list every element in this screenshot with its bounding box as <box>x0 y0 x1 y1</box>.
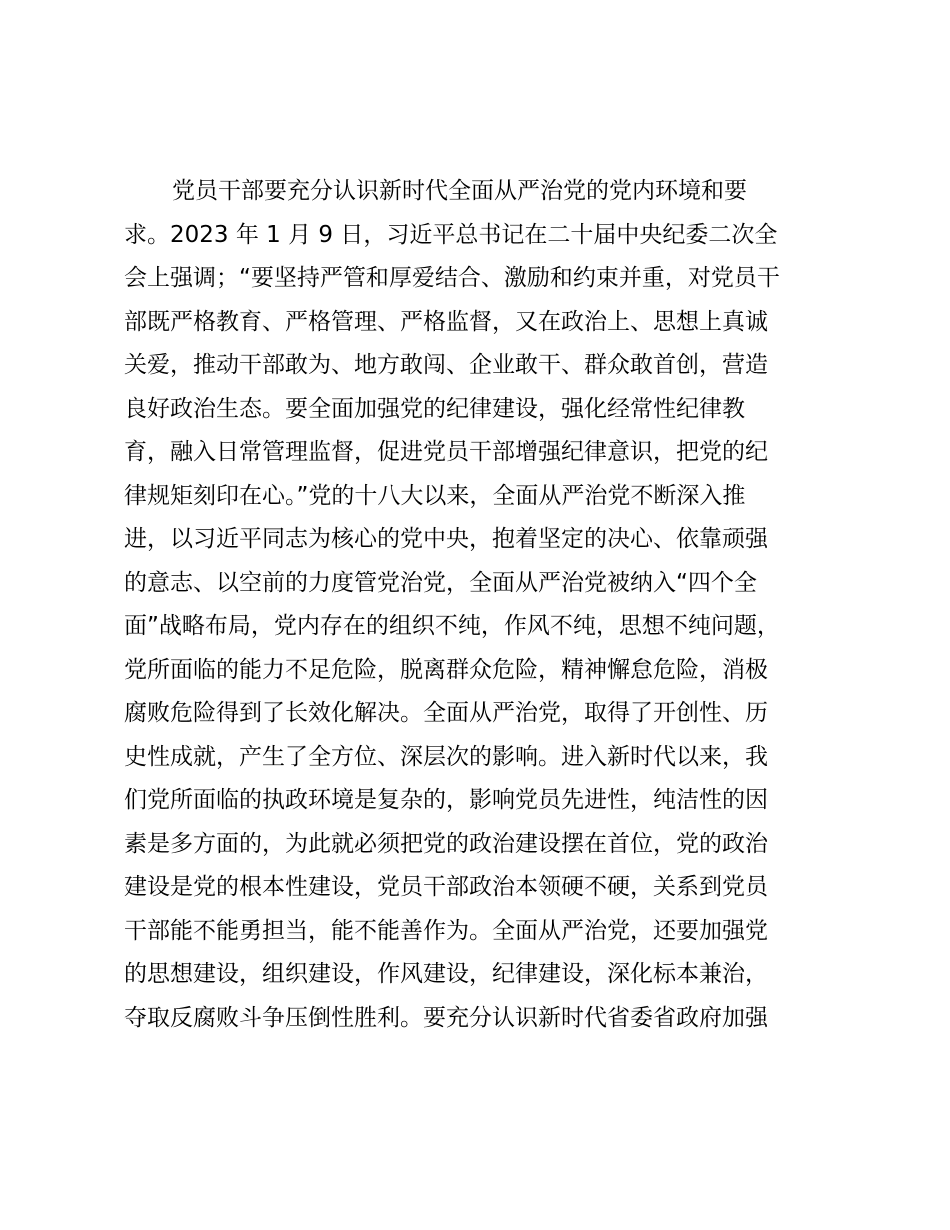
body-paragraph <box>124 170 834 1040</box>
paragraph-line: 党员干部要充分认识新时代全面从严治党的党内环境和要 <box>172 178 747 204</box>
paragraph-line: 素是多方面的，为此就必须把党的政治建设摆在首位，党的政治 <box>124 830 768 857</box>
paragraph-line: 良好政治生态。要全面加强党的纪律建设，强化经常性纪律教 <box>124 395 745 422</box>
paragraph-line: 腐败危险得到了长效化解决。全面从严治党，取得了开创性、历 <box>124 700 768 726</box>
paragraph-line: 关爱，推动干部敢为、地方敢闯、企业敢干、群众敢首创，营造 <box>124 352 768 378</box>
paragraph-line: 党所面临的能力不足危险，脱离群众危险，精神懈怠危险，消极 <box>124 656 768 683</box>
paragraph-line: 育，融入日常管理监督，促进党员干部增强纪律意识，把党的纪 <box>124 439 768 465</box>
paragraph-line: 会上强调；“要坚持严管和厚爱结合、激励和约束并重，对党员干 <box>124 265 780 291</box>
paragraph-line: 的思想建设，组织建设，作风建设，纪律建设，深化标本兼治， <box>124 961 768 987</box>
paragraph-line: 的意志、以空前的力度管党治党，全面从严治党被纳入“四个全 <box>124 569 757 596</box>
paragraph-line: 部既严格教育、严格管理、严格监督，又在政治上、思想上真诚 <box>124 308 768 335</box>
paragraph-line: 律规矩刻印在心。”党的十八大以来，全面从严治党不断深入推 <box>124 482 746 509</box>
paragraph-line: 夺取反腐败斗争压倒性胜利。要充分认识新时代省委省政府加强 <box>124 1004 768 1031</box>
paragraph-line: 史性成就，产生了全方位、深层次的影响。进入新时代以来，我 <box>124 743 768 770</box>
paragraph-line: 干部能不能勇担当，能不能善作为。全面从严治党，还要加强党 <box>124 917 768 944</box>
paragraph-line: 进，以习近平同志为核心的党中央，抱着坚定的决心、依靠顽强 <box>124 526 768 552</box>
paragraph-line: 面”战略布局，党内存在的组织不纯，作风不纯，思想不纯问题， <box>124 613 780 639</box>
paragraph-line: 求。2023 年 1 月 9 日，习近平总书记在二十届中央纪委二次全 <box>124 221 778 248</box>
paragraph-line: 们党所面临的执政环境是复杂的，影响党员先进性，纯洁性的因 <box>124 787 768 813</box>
paragraph-line: 建设是党的根本性建设，党员干部政治本领硬不硬，关系到党员 <box>124 874 768 900</box>
